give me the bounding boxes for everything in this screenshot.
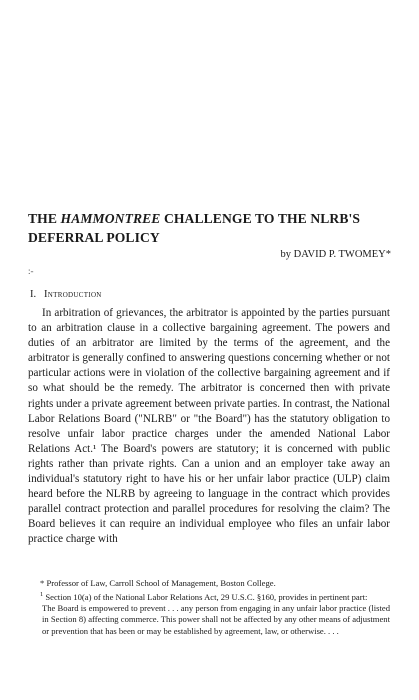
footnote-1-quote: The Board is empowered to prevent . . . any person from engaging in any unfair labor practice (listed in Section 8) affecting commerce. This power shall not be affected by any other means of adjustment or prevention that has been or may be established by agreement, law, or otherwise. . . . bbox=[42, 603, 390, 636]
margin-mark: :- bbox=[28, 266, 34, 276]
author-byline: by DAVID P. TWOMEY* bbox=[280, 249, 391, 260]
section-number: I. bbox=[30, 289, 37, 300]
section-heading bbox=[30, 289, 102, 300]
footnote-1 bbox=[28, 589, 390, 603]
title-suffix: CHALLENGE TO THE NLRB'S DEFERRAL POLICY bbox=[28, 211, 361, 245]
footnote-author: * Professor of Law, Carroll School of Management, Boston College. bbox=[40, 578, 276, 588]
footnotes bbox=[28, 578, 390, 637]
article-title bbox=[28, 209, 388, 247]
section-title: Introduction bbox=[44, 289, 102, 300]
footnote-1-marker: 1 bbox=[40, 591, 44, 599]
footnote-1-text: Section 10(a) of the National Labor Relations Act, 29 U.S.C. §160, provides in pertinent part: bbox=[43, 592, 368, 603]
title-italic-name: HAMMONTREE bbox=[60, 211, 161, 226]
body-paragraph: In arbitration of grievances, the arbitrator is appointed by the parties pursuant to an arbitration clause in a collective bargaining agreement. The powers and duties of an arbitrator are limited by the terms of the agreement, and the arbitrator is generally confined to answering questions concerning whether or not particular actions were in violation of the collective bargaining agreement and if so what should be the remedy. The arbitrator is concerned then with private rights under a private agreement between private parties. In contrast, the National Labor Relations Board ("NLRB" or "the Board") has the statutory obligation to resolve unfair labor practice charges under the amended National Labor Relations Act.¹ The Board's powers are statutory; it is concerned with public rights rather than private rights. Can a union and an employer take away an individual's statutory right to have his or her unfair labor practice (ULP) claim heard before the NLRB by agreeing to language in the contract which provides parallel contract protection and parallel procedures for resolving the claim? The Board believes it can require an individual employee who files an unfair labor practice charge with bbox=[28, 307, 390, 546]
title-prefix: THE bbox=[28, 211, 61, 226]
